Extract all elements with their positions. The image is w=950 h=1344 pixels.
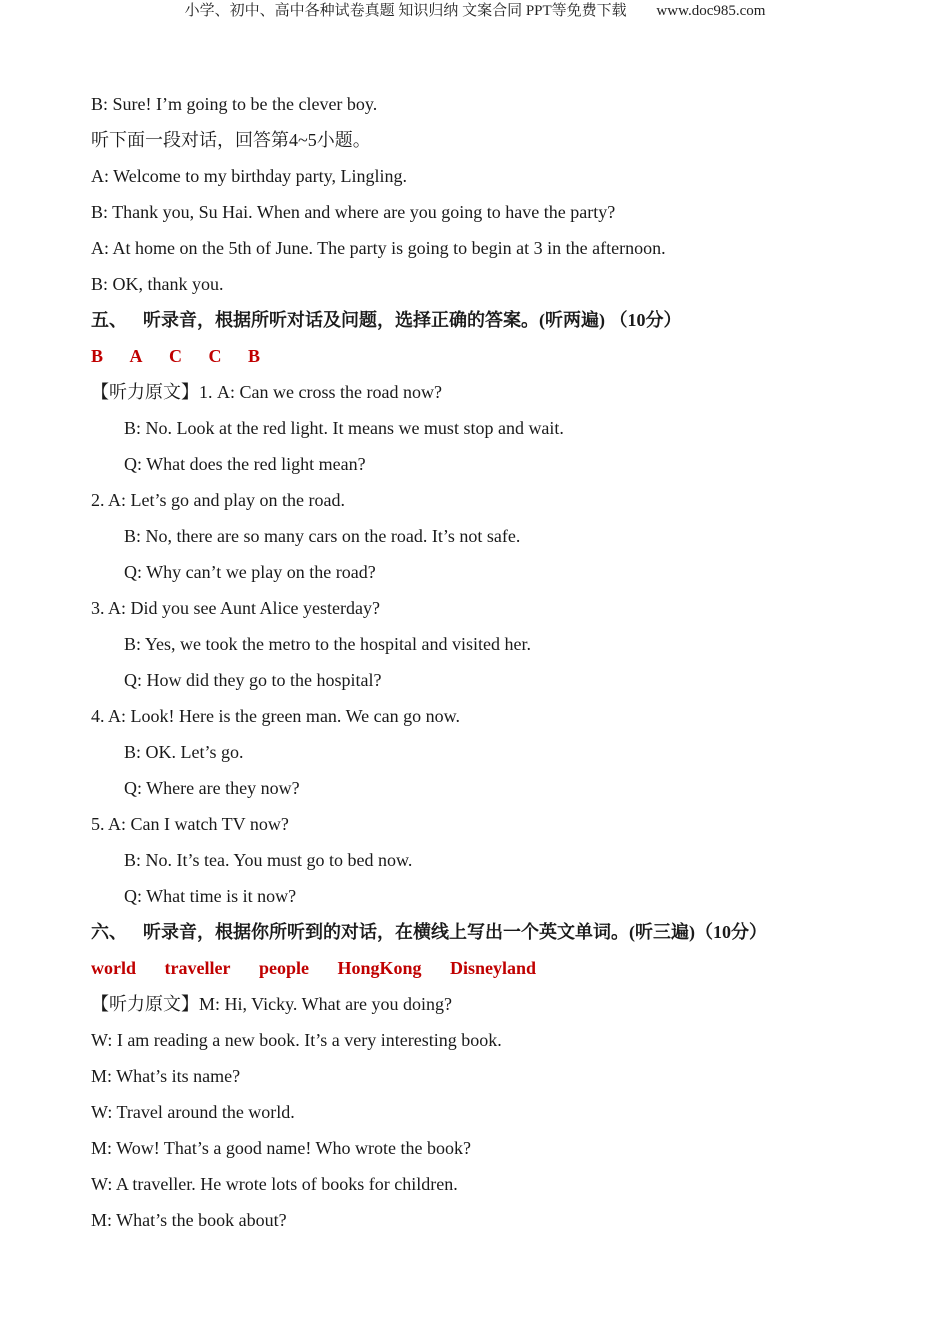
transcript-item-4-b: B: OK. Let’s go. — [124, 742, 244, 762]
section-6-transcript-line: 【听力原文】M: Hi, Vicky. What are you doing? — [91, 994, 453, 1014]
answer-4: C — [208, 346, 222, 366]
transcript-item-3-a: 3. A: Did you see Aunt Alice yesterday? — [91, 598, 380, 618]
answer-word-3: people — [258, 958, 309, 978]
section-5-heading: 听录音，根据所听对话及问题，选择正确的答案。(听两遍) （10分） — [143, 310, 682, 330]
answer-word-4: HongKong — [337, 958, 422, 978]
transcript-item-5-b: B: No. It’s tea. You must go to bed now. — [124, 850, 413, 870]
section-6-transcript-line: M: Wow! That’s a good name! Who wrote the book? — [91, 1138, 471, 1158]
transcript-item-2-b: B: No, there are so many cars on the road. It’s not safe. — [124, 526, 521, 546]
answer-word-1: world — [91, 958, 136, 978]
section-6-transcript-line: W: I am reading a new book. It’s a very interesting book. — [91, 1030, 502, 1050]
section-6-heading: 听录音，根据你所听到的对话，在横线上写出一个英文单词。(听三遍)（10分） — [143, 922, 767, 942]
section-6-title — [91, 914, 871, 950]
header-site: www.doc985.com — [656, 3, 766, 19]
dialogue-line: B: Sure! I’m going to be the clever boy. — [91, 94, 378, 114]
section-5-number: 五、 — [91, 310, 127, 330]
dialogue-line: B: OK, thank you. — [91, 274, 224, 294]
transcript-item-1-q: Q: What does the red light mean? — [124, 454, 366, 474]
transcript-item-5-q: Q: What time is it now? — [124, 886, 297, 906]
dialogue-line: A: At home on the 5th of June. The party is going to begin at 3 in the afternoon. — [91, 238, 666, 258]
document-body — [91, 86, 871, 1238]
section-6-number: 六、 — [91, 922, 127, 942]
section-6-transcript-line: W: Travel around the world. — [91, 1102, 295, 1122]
header-text: 小学、初中、高中各种试卷真题 知识归纳 文案合同 PPT等免费下载 — [184, 3, 627, 19]
dialogue-line: A: Welcome to my birthday party, Lingling. — [91, 166, 407, 186]
answer-word-5: Disneyland — [450, 958, 537, 978]
section-5-answers — [91, 338, 871, 374]
transcript-item-4-a: 4. A: Look! Here is the green man. We can go now. — [91, 706, 460, 726]
page-header — [0, 0, 950, 24]
section-6-transcript-line: W: A traveller. He wrote lots of books for children. — [91, 1174, 458, 1194]
section-5-title — [91, 302, 871, 338]
section-6-answers — [91, 950, 871, 986]
transcript-item-3-q: Q: How did they go to the hospital? — [124, 670, 382, 690]
transcript-item-2-q: Q: Why can’t we play on the road? — [124, 562, 376, 582]
section-6-transcript-line: M: What’s the book about? — [91, 1210, 287, 1230]
transcript-label: 【听力原文】 — [91, 382, 199, 402]
transcript-item-2-a: 2. A: Let’s go and play on the road. — [91, 490, 345, 510]
transcript-item-4-q: Q: Where are they now? — [124, 778, 300, 798]
transcript-label: 【听力原文】 — [91, 994, 199, 1014]
dialogue-line: B: Thank you, Su Hai. When and where are you going to have the party? — [91, 202, 616, 222]
answer-word-2: traveller — [164, 958, 231, 978]
answer-3: C — [169, 346, 183, 366]
answer-2: A — [129, 346, 143, 366]
transcript-item-3-b: B: Yes, we took the metro to the hospital and visited her. — [124, 634, 531, 654]
dialogue-instruction: 听下面一段对话，回答第4~5小题。 — [91, 130, 371, 150]
section-6-transcript-line: M: What’s its name? — [91, 1066, 241, 1086]
transcript-item-1-b: B: No. Look at the red light. It means we must stop and wait. — [124, 418, 564, 438]
transcript-item-1-a: 【听力原文】1. A: Can we cross the road now? — [91, 382, 442, 402]
transcript-item-5-a: 5. A: Can I watch TV now? — [91, 814, 289, 834]
answer-5: B — [248, 346, 261, 366]
answer-1: B — [91, 346, 104, 366]
